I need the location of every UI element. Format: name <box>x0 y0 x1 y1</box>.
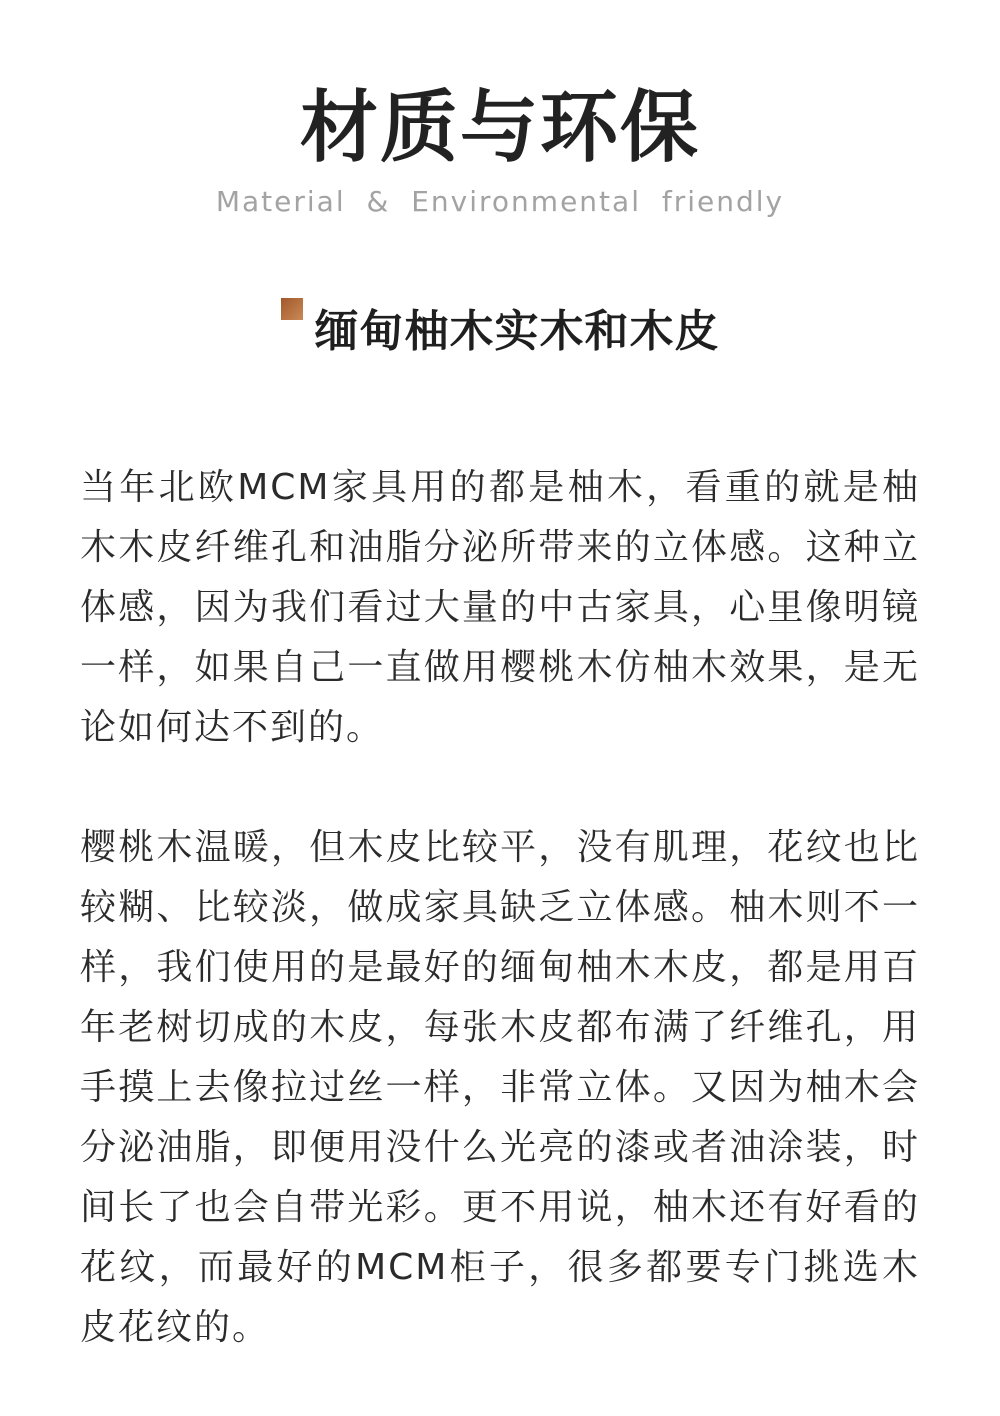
page-header <box>0 80 1000 220</box>
section-header <box>0 298 1000 368</box>
square-marker-icon <box>281 298 303 320</box>
section-heading: 缅甸柚木实木和木皮 <box>314 306 720 357</box>
section-heading-group <box>281 298 720 364</box>
paragraph-2: 樱桃木温暖，但木皮比较平，没有肌理，花纹也比较糊、比较淡，做成家具缺乏立体感。柚木则不一样，我们使用的是最好的缅甸柚木木皮，都是用百年老树切成的木皮，每张木皮都布满了纤维孔，用手摸上去像拉过丝一样，非常立体。又因为柚木会分泌油脂，即便用没什么光亮的漆或者油涂装，时间长了也会自带光彩。更不用说，柚木还有好看的花纹，而最好的MCM柜子，很多都要专门挑选木皮花纹的。 <box>80 827 920 1348</box>
page-title: 材质与环保 <box>299 83 700 173</box>
paragraph-1: 当年北欧MCM家具用的都是柚木，看重的就是柚木木皮纤维孔和油脂分泌所带来的立体感。这种立体感，因为我们看过大量的中古家具，心里像明镜一样，如果自己一直做用樱桃木仿柚木效果，是无论如何达不到的。 <box>80 467 920 748</box>
page-subtitle: Material & Environmental friendly <box>215 185 785 218</box>
